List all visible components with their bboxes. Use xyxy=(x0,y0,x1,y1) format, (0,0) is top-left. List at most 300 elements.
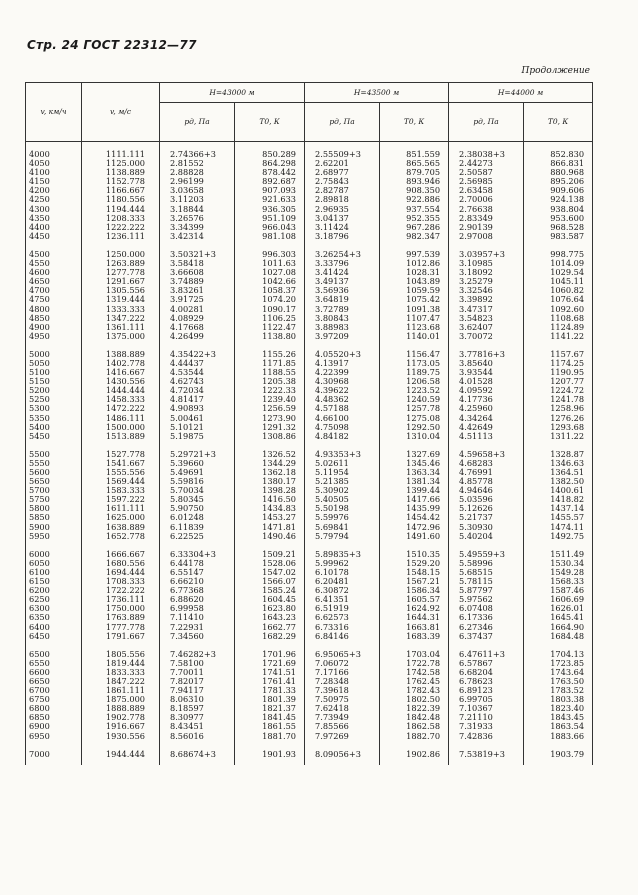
pressure-cell: 4.66100 xyxy=(305,414,380,423)
temperature-cell: 1027.08 xyxy=(235,268,305,277)
pressure-cell: 7.39618 xyxy=(305,686,380,695)
speed-ms-cell: 1583.333 xyxy=(82,486,160,495)
temperature-cell: 966.043 xyxy=(235,223,305,232)
temperature-cell: 1566.07 xyxy=(235,577,305,586)
pressure-cell: 4.35422+3 xyxy=(160,341,235,359)
speed-ms-cell: 1722.222 xyxy=(82,586,160,595)
temperature-cell: 895.206 xyxy=(524,177,593,186)
speed-kmh-cell: 5900 xyxy=(26,523,82,532)
pressure-cell: 3.32546 xyxy=(449,286,524,295)
speed-kmh-cell: 5750 xyxy=(26,495,82,504)
temperature-cell: 1311.22 xyxy=(524,432,593,441)
pressure-cell: 4.93353+3 xyxy=(305,441,380,459)
temperature-cell: 909.606 xyxy=(524,186,593,195)
speed-kmh-cell: 4600 xyxy=(26,268,82,277)
temperature-cell: 1549.28 xyxy=(524,568,593,577)
temperature-cell: 1222.33 xyxy=(235,386,305,395)
pressure-cell: 5.99962 xyxy=(305,559,380,568)
pressure-cell: 3.42314 xyxy=(160,232,235,241)
speed-kmh-cell: 5350 xyxy=(26,414,82,423)
speed-kmh-cell: 5700 xyxy=(26,486,82,495)
temperature-cell: 1043.89 xyxy=(380,277,449,286)
speed-kmh-cell: 6100 xyxy=(26,568,82,577)
temperature-cell: 1138.80 xyxy=(235,332,305,341)
speed-ms-cell: 1875.000 xyxy=(82,695,160,704)
pressure-cell: 2.70006 xyxy=(449,195,524,204)
pressure-cell: 5.03596 xyxy=(449,495,524,504)
pressure-cell: 3.03957+3 xyxy=(449,241,524,259)
temperature-cell: 1060.82 xyxy=(524,286,593,295)
pressure-cell: 6.01248 xyxy=(160,513,235,522)
temperature-cell: 1510.35 xyxy=(380,541,449,559)
speed-ms-cell: 1763.889 xyxy=(82,613,160,622)
speed-ms-cell: 1902.778 xyxy=(82,713,160,722)
temperature-cell: 1189.75 xyxy=(380,368,449,377)
pressure-cell: 5.97562 xyxy=(449,595,524,604)
pressure-cell: 3.18092 xyxy=(449,268,524,277)
pressure-cell: 4.75098 xyxy=(305,423,380,432)
pressure-cell: 4.39622 xyxy=(305,386,380,395)
pressure-cell: 2.74366+3 xyxy=(160,142,235,160)
pressure-cell: 5.29721+3 xyxy=(160,441,235,459)
temperature-cell: 924.138 xyxy=(524,195,593,204)
temperature-cell: 907.093 xyxy=(235,186,305,195)
data-table xyxy=(25,82,593,765)
temperature-cell: 1344.29 xyxy=(235,459,305,468)
temperature-cell: 1364.51 xyxy=(524,468,593,477)
pressure-cell: 3.11424 xyxy=(305,223,380,232)
speed-ms-cell: 1888.889 xyxy=(82,704,160,713)
speed-ms-cell: 1305.556 xyxy=(82,286,160,295)
pressure-cell: 6.89123 xyxy=(449,686,524,695)
temperature-cell: 1587.46 xyxy=(524,586,593,595)
pressure-cell: 6.33304+3 xyxy=(160,541,235,559)
pressure-cell: 7.58100 xyxy=(160,659,235,668)
speed-kmh-cell: 5550 xyxy=(26,459,82,468)
pressure-cell: 6.77368 xyxy=(160,586,235,595)
temperature-cell: 953.600 xyxy=(524,214,593,223)
pressure-cell: 3.58418 xyxy=(160,259,235,268)
pressure-cell: 5.49559+3 xyxy=(449,541,524,559)
pressure-cell: 4.42649 xyxy=(449,423,524,432)
speed-kmh-cell: 4550 xyxy=(26,259,82,268)
temperature-cell: 1258.96 xyxy=(524,404,593,413)
temperature-cell: 1346.63 xyxy=(524,459,593,468)
temperature-cell: 1090.17 xyxy=(235,305,305,314)
speed-ms-cell: 1388.889 xyxy=(82,341,160,359)
speed-kmh-cell: 4500 xyxy=(26,241,82,259)
pressure-cell: 5.21737 xyxy=(449,513,524,522)
temperature-cell: 1862.58 xyxy=(380,722,449,731)
speed-kmh-cell: 4400 xyxy=(26,223,82,232)
temperature-cell: 1074.20 xyxy=(235,295,305,304)
temperature-cell: 1091.38 xyxy=(380,305,449,314)
temperature-cell: 1029.54 xyxy=(524,268,593,277)
speed-kmh-cell: 5650 xyxy=(26,477,82,486)
pressure-cell: 5.70034 xyxy=(160,486,235,495)
speed-kmh-cell: 5800 xyxy=(26,504,82,513)
speed-ms-cell: 1208.333 xyxy=(82,214,160,223)
temperature-cell: 1742.58 xyxy=(380,668,449,677)
speed-ms-cell: 1166.667 xyxy=(82,186,160,195)
temperature-cell: 880.968 xyxy=(524,168,593,177)
pressure-cell: 6.22525 xyxy=(160,532,235,541)
pressure-cell: 8.18597 xyxy=(160,704,235,713)
speed-kmh-cell: 5150 xyxy=(26,377,82,386)
pressure-cell: 3.34399 xyxy=(160,223,235,232)
pressure-cell: 2.44273 xyxy=(449,159,524,168)
pressure-cell: 4.00281 xyxy=(160,305,235,314)
temperature-cell: 1604.45 xyxy=(235,595,305,604)
temperature-cell: 864.298 xyxy=(235,159,305,168)
temperature-cell: 1400.61 xyxy=(524,486,593,495)
pressure-cell: 7.34560 xyxy=(160,632,235,641)
speed-ms-cell: 1375.000 xyxy=(82,332,160,341)
speed-ms-cell: 1541.667 xyxy=(82,459,160,468)
temperature-cell: 1059.59 xyxy=(380,286,449,295)
temperature-cell: 1273.90 xyxy=(235,414,305,423)
speed-ms-cell: 1500.000 xyxy=(82,423,160,432)
temperature-cell: 1075.42 xyxy=(380,295,449,304)
pressure-cell: 2.96935 xyxy=(305,205,380,214)
temperature-cell: 1801.39 xyxy=(235,695,305,704)
temperature-cell: 1841.45 xyxy=(235,713,305,722)
page-header: Стр. 24 ГОСТ 22312—77 xyxy=(27,38,197,52)
temperature-cell: 981.108 xyxy=(235,232,305,241)
table-row xyxy=(26,241,593,259)
pressure-cell: 4.25960 xyxy=(449,404,524,413)
speed-kmh-cell: 5600 xyxy=(26,468,82,477)
pressure-cell: 8.43451 xyxy=(160,722,235,731)
temperature-cell: 937.554 xyxy=(380,205,449,214)
pressure-cell: 6.44178 xyxy=(160,559,235,568)
speed-ms-cell: 1625.000 xyxy=(82,513,160,522)
speed-ms-cell: 1125.000 xyxy=(82,159,160,168)
pressure-cell: 2.88828 xyxy=(160,168,235,177)
temperature-cell: 1174.25 xyxy=(524,359,593,368)
pressure-cell: 6.78623 xyxy=(449,677,524,686)
pressure-cell: 7.73949 xyxy=(305,713,380,722)
speed-kmh-cell: 6750 xyxy=(26,695,82,704)
temperature-cell: 998.775 xyxy=(524,241,593,259)
temperature-cell: 1454.42 xyxy=(380,513,449,522)
pressure-cell: 6.41351 xyxy=(305,595,380,604)
temperature-cell: 1257.78 xyxy=(380,404,449,413)
pressure-cell: 5.59816 xyxy=(160,477,235,486)
pressure-cell: 8.09056+3 xyxy=(305,741,380,765)
pressure-cell: 3.50321+3 xyxy=(160,241,235,259)
temperature-cell: 1256.59 xyxy=(235,404,305,413)
temperature-cell: 1781.33 xyxy=(235,686,305,695)
speed-kmh-cell: 4050 xyxy=(26,159,82,168)
table-row xyxy=(26,332,593,341)
temperature-cell: 1156.47 xyxy=(380,341,449,359)
temperature-cell: 1141.22 xyxy=(524,332,593,341)
pressure-cell: 4.84182 xyxy=(305,432,380,441)
temperature-cell: 1157.67 xyxy=(524,341,593,359)
temperature-cell: 1223.52 xyxy=(380,386,449,395)
speed-ms-cell: 1611.111 xyxy=(82,504,160,513)
speed-ms-cell: 1347.222 xyxy=(82,314,160,323)
speed-kmh-cell: 4150 xyxy=(26,177,82,186)
temperature-cell: 952.355 xyxy=(380,214,449,223)
pressure-cell: 4.94646 xyxy=(449,486,524,495)
temperature-cell: 1474.11 xyxy=(524,523,593,532)
temperature-cell: 1763.50 xyxy=(524,677,593,686)
pressure-cell: 4.30968 xyxy=(305,377,380,386)
temperature-cell: 865.565 xyxy=(380,159,449,168)
pressure-cell: 2.62201 xyxy=(305,159,380,168)
pressure-cell: 4.17668 xyxy=(160,323,235,332)
pressure-cell: 4.17736 xyxy=(449,395,524,404)
speed-kmh-cell: 5200 xyxy=(26,386,82,395)
subheader-pressure: pд, Па xyxy=(305,103,380,142)
speed-ms-cell: 1444.444 xyxy=(82,386,160,395)
pressure-cell: 3.33796 xyxy=(305,259,380,268)
pressure-cell: 7.28348 xyxy=(305,677,380,686)
temperature-cell: 1241.78 xyxy=(524,395,593,404)
temperature-cell: 1435.99 xyxy=(380,504,449,513)
speed-ms-cell: 1791.667 xyxy=(82,632,160,641)
temperature-cell: 1761.41 xyxy=(235,677,305,686)
temperature-cell: 1239.40 xyxy=(235,395,305,404)
speed-ms-cell: 1527.778 xyxy=(82,441,160,459)
table-row xyxy=(26,441,593,459)
pressure-cell: 2.96199 xyxy=(160,177,235,186)
speed-kmh-cell: 4700 xyxy=(26,286,82,295)
temperature-cell: 1399.44 xyxy=(380,486,449,495)
subheader-pressure: pд, Па xyxy=(160,103,235,142)
pressure-cell: 5.10121 xyxy=(160,423,235,432)
pressure-cell: 3.04137 xyxy=(305,214,380,223)
speed-ms-cell: 1513.889 xyxy=(82,432,160,441)
pressure-cell: 4.08929 xyxy=(160,314,235,323)
temperature-cell: 1701.96 xyxy=(235,641,305,659)
speed-kmh-cell: 4100 xyxy=(26,168,82,177)
speed-ms-cell: 1277.778 xyxy=(82,268,160,277)
pressure-cell: 4.81417 xyxy=(160,395,235,404)
pressure-cell: 2.68977 xyxy=(305,168,380,177)
temperature-cell: 1310.04 xyxy=(380,432,449,441)
pressure-cell: 5.78115 xyxy=(449,577,524,586)
speed-kmh-cell: 6400 xyxy=(26,623,82,632)
speed-ms-cell: 1152.778 xyxy=(82,177,160,186)
speed-kmh-cell: 5250 xyxy=(26,395,82,404)
temperature-cell: 1205.38 xyxy=(235,377,305,386)
pressure-cell: 6.84146 xyxy=(305,632,380,641)
temperature-cell: 1058.37 xyxy=(235,286,305,295)
pressure-cell: 5.59976 xyxy=(305,513,380,522)
temperature-cell: 1743.64 xyxy=(524,668,593,677)
pressure-cell: 5.02611 xyxy=(305,459,380,468)
pressure-cell: 6.73316 xyxy=(305,623,380,632)
pressure-cell: 3.80843 xyxy=(305,314,380,323)
temperature-cell: 1723.85 xyxy=(524,659,593,668)
pressure-cell: 3.18844 xyxy=(160,205,235,214)
temperature-cell: 1644.31 xyxy=(380,613,449,622)
temperature-cell: 1547.02 xyxy=(235,568,305,577)
temperature-cell: 1382.50 xyxy=(524,477,593,486)
temperature-cell: 1568.33 xyxy=(524,577,593,586)
pressure-cell: 4.72034 xyxy=(160,386,235,395)
pressure-cell: 6.55147 xyxy=(160,568,235,577)
speed-ms-cell: 1638.889 xyxy=(82,523,160,532)
pressure-cell: 3.62407 xyxy=(449,323,524,332)
table-row xyxy=(26,632,593,641)
table-row xyxy=(26,341,593,359)
pressure-cell: 7.06072 xyxy=(305,659,380,668)
pressure-cell: 3.25279 xyxy=(449,277,524,286)
temperature-cell: 1471.81 xyxy=(235,523,305,532)
speed-kmh-cell: 5400 xyxy=(26,423,82,432)
pressure-cell: 5.50198 xyxy=(305,504,380,513)
temperature-cell: 1381.34 xyxy=(380,477,449,486)
temperature-cell: 1042.66 xyxy=(235,277,305,286)
temperature-cell: 1434.83 xyxy=(235,504,305,513)
pressure-cell: 2.50587 xyxy=(449,168,524,177)
pressure-cell: 7.70011 xyxy=(160,668,235,677)
table-row xyxy=(26,741,593,765)
speed-ms-cell: 1416.667 xyxy=(82,368,160,377)
pressure-cell: 2.81552 xyxy=(160,159,235,168)
pressure-cell: 3.66608 xyxy=(160,268,235,277)
speed-ms-cell: 1250.000 xyxy=(82,241,160,259)
speed-kmh-cell: 6550 xyxy=(26,659,82,668)
temperature-cell: 967.286 xyxy=(380,223,449,232)
speed-ms-cell: 1819.444 xyxy=(82,659,160,668)
speed-kmh-cell: 6150 xyxy=(26,577,82,586)
temperature-cell: 996.303 xyxy=(235,241,305,259)
speed-ms-cell: 1194.444 xyxy=(82,205,160,214)
speed-ms-cell: 1472.222 xyxy=(82,404,160,413)
temperature-cell: 1684.48 xyxy=(524,632,593,641)
pressure-cell: 4.01528 xyxy=(449,377,524,386)
speed-kmh-cell: 5450 xyxy=(26,432,82,441)
pressure-cell: 3.70072 xyxy=(449,332,524,341)
speed-ms-cell: 1361.111 xyxy=(82,323,160,332)
temperature-cell: 1092.60 xyxy=(524,305,593,314)
temperature-cell: 1418.82 xyxy=(524,495,593,504)
speed-ms-cell: 1805.556 xyxy=(82,641,160,659)
speed-kmh-cell: 5100 xyxy=(26,368,82,377)
temperature-cell: 1417.66 xyxy=(380,495,449,504)
pressure-cell: 6.10178 xyxy=(305,568,380,577)
speed-kmh-cell: 4300 xyxy=(26,205,82,214)
pressure-cell: 2.63458 xyxy=(449,186,524,195)
temperature-cell: 1529.20 xyxy=(380,559,449,568)
temperature-cell: 1455.57 xyxy=(524,513,593,522)
pressure-cell: 6.95065+3 xyxy=(305,641,380,659)
speed-kmh-cell: 6700 xyxy=(26,686,82,695)
pressure-cell: 4.57188 xyxy=(305,404,380,413)
temperature-cell: 1171.85 xyxy=(235,359,305,368)
pressure-cell: 3.11203 xyxy=(160,195,235,204)
pressure-cell: 3.77816+3 xyxy=(449,341,524,359)
temperature-cell: 1275.08 xyxy=(380,414,449,423)
pressure-cell: 6.66210 xyxy=(160,577,235,586)
speed-ms-cell: 1319.444 xyxy=(82,295,160,304)
table-row xyxy=(26,232,593,241)
temperature-cell: 1624.92 xyxy=(380,604,449,613)
speed-kmh-cell: 4750 xyxy=(26,295,82,304)
temperature-cell: 1605.57 xyxy=(380,595,449,604)
temperature-cell: 1606.69 xyxy=(524,595,593,604)
speed-kmh-cell: 6200 xyxy=(26,586,82,595)
temperature-cell: 878.442 xyxy=(235,168,305,177)
temperature-cell: 1863.54 xyxy=(524,722,593,731)
pressure-cell: 5.80345 xyxy=(160,495,235,504)
speed-kmh-cell: 6800 xyxy=(26,704,82,713)
pressure-cell: 6.57867 xyxy=(449,659,524,668)
pressure-cell: 5.40204 xyxy=(449,532,524,541)
speed-kmh-cell: 4950 xyxy=(26,332,82,341)
table-row xyxy=(26,142,593,160)
temperature-cell: 1902.86 xyxy=(380,741,449,765)
pressure-cell: 2.56985 xyxy=(449,177,524,186)
group-header-h3: H=44000 м xyxy=(449,83,593,103)
pressure-cell: 5.40505 xyxy=(305,495,380,504)
pressure-cell: 3.85640 xyxy=(449,359,524,368)
pressure-cell: 6.88620 xyxy=(160,595,235,604)
temperature-cell: 1122.47 xyxy=(235,323,305,332)
pressure-cell: 4.22399 xyxy=(305,368,380,377)
temperature-cell: 1490.46 xyxy=(235,532,305,541)
temperature-cell: 1291.32 xyxy=(235,423,305,432)
speed-ms-cell: 1652.778 xyxy=(82,532,160,541)
pressure-cell: 3.72789 xyxy=(305,305,380,314)
speed-ms-cell: 1333.333 xyxy=(82,305,160,314)
pressure-cell: 3.26254+3 xyxy=(305,241,380,259)
speed-ms-cell: 1597.222 xyxy=(82,495,160,504)
temperature-cell: 1106.25 xyxy=(235,314,305,323)
pressure-cell: 2.89818 xyxy=(305,195,380,204)
temperature-cell: 1842.48 xyxy=(380,713,449,722)
temperature-cell: 1683.39 xyxy=(380,632,449,641)
temperature-cell: 968.528 xyxy=(524,223,593,232)
temperature-cell: 922.886 xyxy=(380,195,449,204)
temperature-cell: 1664.90 xyxy=(524,623,593,632)
temperature-cell: 1821.37 xyxy=(235,704,305,713)
pressure-cell: 3.54823 xyxy=(449,314,524,323)
temperature-cell: 1783.52 xyxy=(524,686,593,695)
pressure-cell: 7.17166 xyxy=(305,668,380,677)
speed-ms-cell: 1486.111 xyxy=(82,414,160,423)
pressure-cell: 5.30902 xyxy=(305,486,380,495)
temperature-cell: 908.350 xyxy=(380,186,449,195)
pressure-cell: 6.47611+3 xyxy=(449,641,524,659)
pressure-cell: 3.91725 xyxy=(160,295,235,304)
temperature-cell: 1567.21 xyxy=(380,577,449,586)
speed-ms-cell: 1847.222 xyxy=(82,677,160,686)
speed-kmh-cell: 5950 xyxy=(26,532,82,541)
pressure-cell: 2.82787 xyxy=(305,186,380,195)
temperature-cell: 1530.34 xyxy=(524,559,593,568)
speed-kmh-cell: 6850 xyxy=(26,713,82,722)
temperature-cell: 851.559 xyxy=(380,142,449,160)
speed-kmh-cell: 4450 xyxy=(26,232,82,241)
speed-kmh-cell: 6500 xyxy=(26,641,82,659)
temperature-cell: 1380.17 xyxy=(235,477,305,486)
temperature-cell: 1292.50 xyxy=(380,423,449,432)
table-row xyxy=(26,432,593,441)
pressure-cell: 4.09592 xyxy=(449,386,524,395)
pressure-cell: 3.49137 xyxy=(305,277,380,286)
temperature-cell: 1803.38 xyxy=(524,695,593,704)
temperature-cell: 1472.96 xyxy=(380,523,449,532)
temperature-cell: 1861.55 xyxy=(235,722,305,731)
speed-kmh-cell: 4800 xyxy=(26,305,82,314)
temperature-cell: 1045.11 xyxy=(524,277,593,286)
